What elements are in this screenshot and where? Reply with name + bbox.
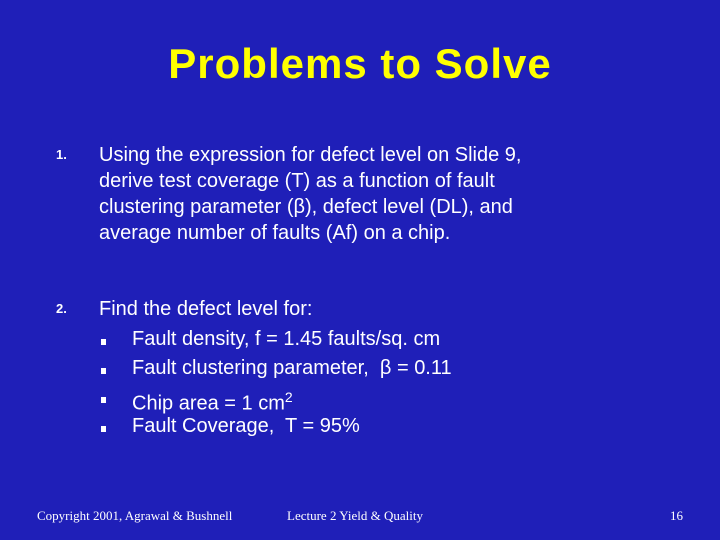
slide-title: Problems to Solve <box>168 40 552 87</box>
sub-bullet-text: Fault clustering parameter, β = 0.11 <box>132 357 452 379</box>
problem-text-line: Using the expression for defect level on Slide 9, <box>99 144 522 166</box>
square-bullet-icon <box>101 368 106 374</box>
sub-bullet-item <box>99 384 659 413</box>
footer-copyright: Copyright 2001, Agrawal & Bushnell <box>37 508 233 523</box>
sub-bullet-list <box>99 326 659 442</box>
problem-number: 1. <box>56 147 67 162</box>
problem-text-line: clustering parameter (β), defect level (DL), and <box>99 196 513 218</box>
problem-text-line: Find the defect level for: <box>99 298 313 320</box>
sub-bullet-text: Fault density, f = 1.45 faults/sq. cm <box>132 328 441 350</box>
footer-page-number: 16 <box>670 508 683 523</box>
sub-bullet-text <box>132 384 293 417</box>
sub-bullet-item <box>99 413 659 442</box>
footer-lecture: Lecture 2 Yield & Quality <box>287 508 423 523</box>
problem-text <box>99 142 679 246</box>
superscript: 2 <box>284 389 293 405</box>
problem-text-line: average number of faults (Af) on a chip. <box>99 222 451 244</box>
problem-number: 2. <box>56 301 67 316</box>
sub-bullet-text: Fault Coverage, T = 95% <box>132 415 360 437</box>
problem-text <box>99 296 679 322</box>
sub-bullet-item <box>99 326 659 355</box>
square-bullet-icon <box>101 426 106 432</box>
square-bullet-icon <box>101 397 106 403</box>
sub-bullet-text-main: Chip area = 1 cm <box>132 392 285 415</box>
sub-bullet-item <box>99 355 659 384</box>
square-bullet-icon <box>101 339 106 345</box>
problem-text-line: derive test coverage (T) as a function of fault <box>99 170 495 192</box>
